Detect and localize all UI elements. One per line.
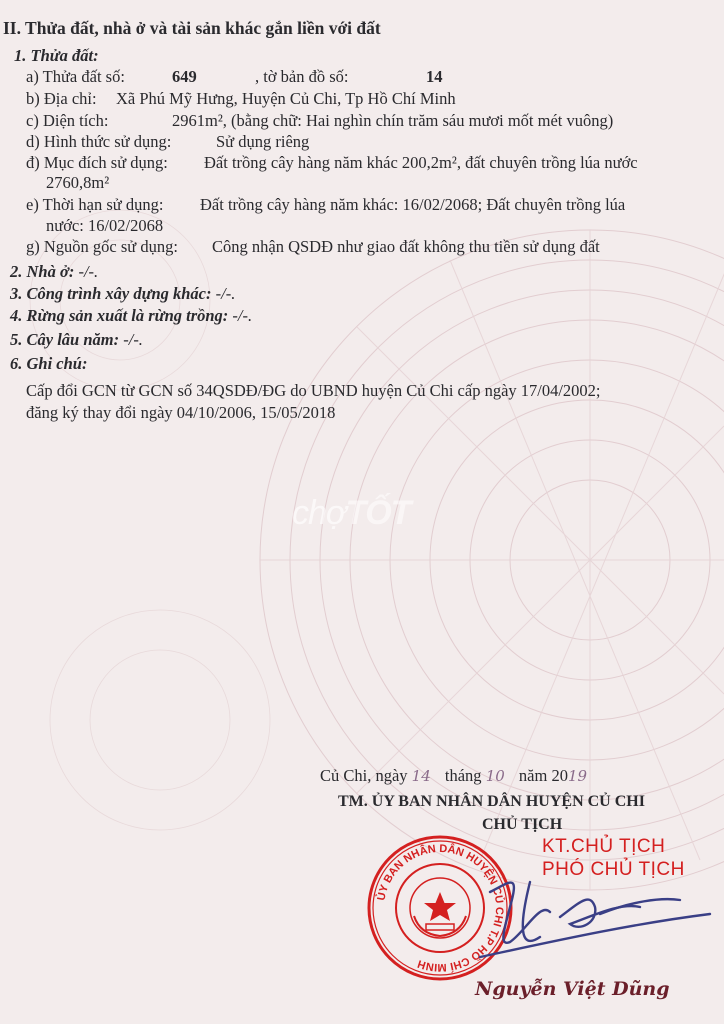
seal-text: ỦY BAN NHÂN DÂN HUYỆN CỦ CHI T.P HỒ CHÍ MINH xyxy=(375,842,506,974)
use-term-label: e) Thời hạn sử dụng: xyxy=(26,195,164,214)
perennial-label: 5. Cây lâu năm: xyxy=(10,330,120,349)
authority-title: TM. ỦY BAN NHÂN DÂN HUYỆN CỦ CHI xyxy=(338,793,645,810)
house-value: -/-. xyxy=(78,262,99,281)
house-label: 2. Nhà ở: xyxy=(10,262,75,281)
parcel-number-row xyxy=(26,67,443,87)
house-row xyxy=(10,262,98,282)
month-label: tháng xyxy=(444,766,482,785)
date-year: 19 xyxy=(567,767,588,785)
area-row xyxy=(26,111,614,131)
use-form-row xyxy=(26,132,310,152)
deputy-line-1: KT.CHỦ TỊCH xyxy=(542,836,666,857)
area-value: 2961m², (bằng chữ: Hai nghìn chín trăm sáu mươi mốt mét vuông) xyxy=(172,111,614,130)
watermark-part1: chợ xyxy=(292,494,346,532)
watermark-part2: TỐT xyxy=(345,494,411,532)
deputy-line-2: PHÓ CHỦ TỊCH xyxy=(542,859,685,880)
map-sheet-label: , tờ bản đồ số: xyxy=(255,67,349,86)
use-purpose-row xyxy=(26,153,638,173)
use-purpose-label: đ) Mục đích sử dụng: xyxy=(26,153,168,172)
date-month: 10 xyxy=(485,767,505,785)
origin-value: Công nhận QSDĐ như giao đất không thu tiền sử dụng đất xyxy=(212,237,600,256)
use-form-value: Sử dụng riêng xyxy=(216,132,310,151)
date-day: 14 xyxy=(411,767,431,785)
forest-row xyxy=(10,306,252,326)
section-title: II. Thửa đất, nhà ở và tài sản khác gắn liền với đất xyxy=(3,18,381,38)
use-term-row xyxy=(26,195,626,215)
origin-row xyxy=(26,237,600,257)
parcel-number-value: 649 xyxy=(172,67,197,86)
address-value: Xã Phú Mỹ Hưng, Huyện Củ Chi, Tp Hồ Chí Minh xyxy=(116,89,456,108)
notes-heading: 6. Ghi chú: xyxy=(10,354,88,373)
use-term-value: Đất trồng cây hàng năm khác: 16/02/2068; Đất chuyên trồng lúa xyxy=(200,195,626,214)
use-form-label: d) Hình thức sử dụng: xyxy=(26,132,172,151)
origin-label: g) Nguồn gốc sử dụng: xyxy=(26,237,178,256)
notes-line-1: Cấp đổi GCN từ GCN số 34QSDĐ/ĐG do UBND huyện Củ Chi cấp ngày 17/04/2002; xyxy=(26,381,601,400)
perennial-row xyxy=(10,330,143,350)
notes-line-2: đăng ký thay đổi ngày 04/10/2006, 15/05/2018 xyxy=(26,403,336,422)
signer-name: Nguyễn Việt Dũng xyxy=(475,978,670,1000)
forest-label: 4. Rừng sản xuất là rừng trồng: xyxy=(10,306,229,325)
construction-label: 3. Công trình xây dựng khác: xyxy=(10,284,212,303)
map-sheet-value: 14 xyxy=(426,67,443,86)
use-purpose-value-cont: 2760,8m² xyxy=(46,173,110,192)
perennial-value: -/-. xyxy=(123,330,143,349)
parcel-heading: 1. Thửa đất: xyxy=(14,46,99,65)
year-label: năm 20 xyxy=(518,766,568,785)
forest-value: -/-. xyxy=(232,306,253,325)
area-label: c) Diện tích: xyxy=(26,111,109,130)
place-date-prefix: Củ Chi, ngày xyxy=(320,766,408,785)
address-label: b) Địa chỉ: xyxy=(26,89,97,108)
use-purpose-value: Đất trồng cây hàng năm khác 200,2m², đất chuyên trồng lúa nước xyxy=(204,153,638,172)
parcel-number-label: a) Thửa đất số: xyxy=(26,67,125,86)
chairman-title: CHỦ TỊCH xyxy=(482,816,563,833)
address-row xyxy=(26,89,456,109)
construction-value: -/-. xyxy=(215,284,236,303)
construction-row xyxy=(10,284,235,304)
use-term-value-cont: nước: 16/02/2068 xyxy=(46,216,164,235)
place-date-line xyxy=(320,766,587,786)
handwritten-signature xyxy=(470,862,720,972)
